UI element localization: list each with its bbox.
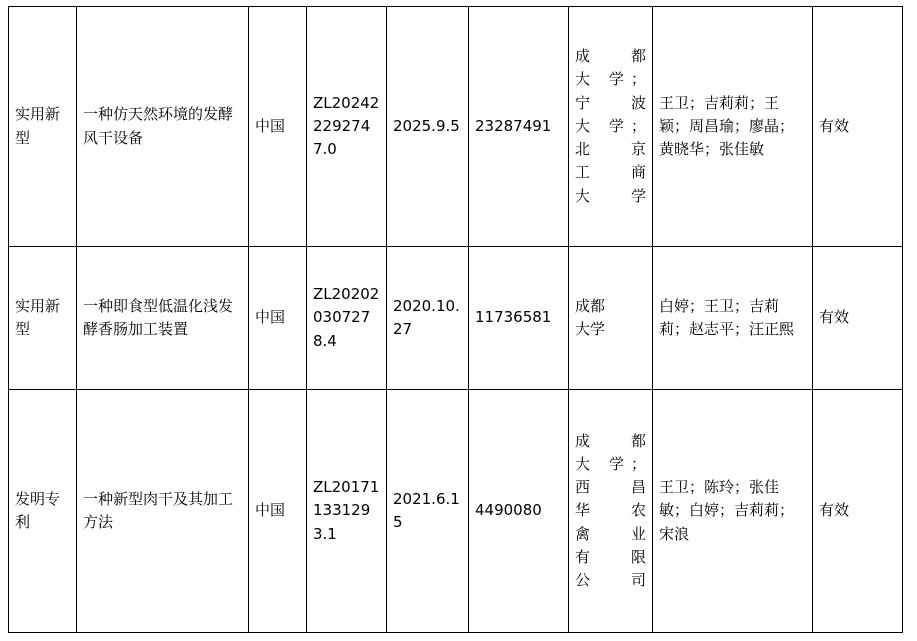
cell-country: 中国 [249,7,307,247]
owner-line: 大 学； [575,454,646,473]
owner-line: 大 学 [575,186,646,205]
cell-patent-title: 一种仿天然环境的发酵风干设备 [77,7,249,247]
owner-line: 禽 业 [575,524,646,543]
cell-patent-owner [569,247,653,390]
cell-country: 中国 [249,247,307,390]
patent-table [8,6,903,633]
owner-line: 公 司 [575,571,646,590]
owner-line: 大 学； [575,70,646,89]
cell-patent-type: 发明专利 [9,390,77,633]
cell-patent-type: 实用新型 [9,247,77,390]
cell-grant-date: 2021.6.15 [387,390,469,633]
cell-certificate-number: 11736581 [469,247,569,390]
cell-patent-type: 实用新型 [9,7,77,247]
owner-line: 北 京 [575,140,646,159]
cell-patent-status: 有效 [813,390,903,633]
document-page [0,6,917,641]
owner-line: 宁 波 [575,93,646,112]
cell-grant-date: 2025.9.5 [387,7,469,247]
cell-patent-owner [569,390,653,633]
owner-line: 有 限 [575,547,646,566]
cell-certificate-number: 23287491 [469,7,569,247]
cell-patent-status: 有效 [813,7,903,247]
table-row [9,247,903,390]
cell-patent-title: 一种即食型低温化浅发酵香肠加工装置 [77,247,249,390]
cell-patent-number: ZL201711331293.1 [307,390,387,633]
owner-line: 大学 [575,320,606,338]
cell-patent-title: 一种新型肉干及其加工方法 [77,390,249,633]
cell-country: 中国 [249,390,307,633]
owner-line: 成都 [575,296,606,315]
cell-inventors: 王卫；陈玲；张佳敏；白婷；吉莉莉；宋浪 [653,390,813,633]
cell-patent-number: ZL202020307278.4 [307,247,387,390]
cell-grant-date: 2020.10.27 [387,247,469,390]
cell-patent-number: ZL202422292747.0 [307,7,387,247]
cell-patent-status: 有效 [813,247,903,390]
owner-line: 西 昌 [575,478,646,497]
owner-line: 大 学； [575,116,646,135]
table-row [9,390,903,633]
owner-line: 成 都 [575,431,646,450]
owner-line: 工 商 [575,163,646,182]
table-row [9,7,903,247]
cell-patent-owner [569,7,653,247]
cell-inventors: 白婷；王卫；吉莉莉；赵志平；汪正熙 [653,247,813,390]
owner-line: 华 农 [575,501,646,520]
cell-inventors: 王卫；吉莉莉；王颖；周昌瑜；廖晶；黄晓华；张佳敏 [653,7,813,247]
cell-certificate-number: 4490080 [469,390,569,633]
owner-line: 成 都 [575,47,646,66]
